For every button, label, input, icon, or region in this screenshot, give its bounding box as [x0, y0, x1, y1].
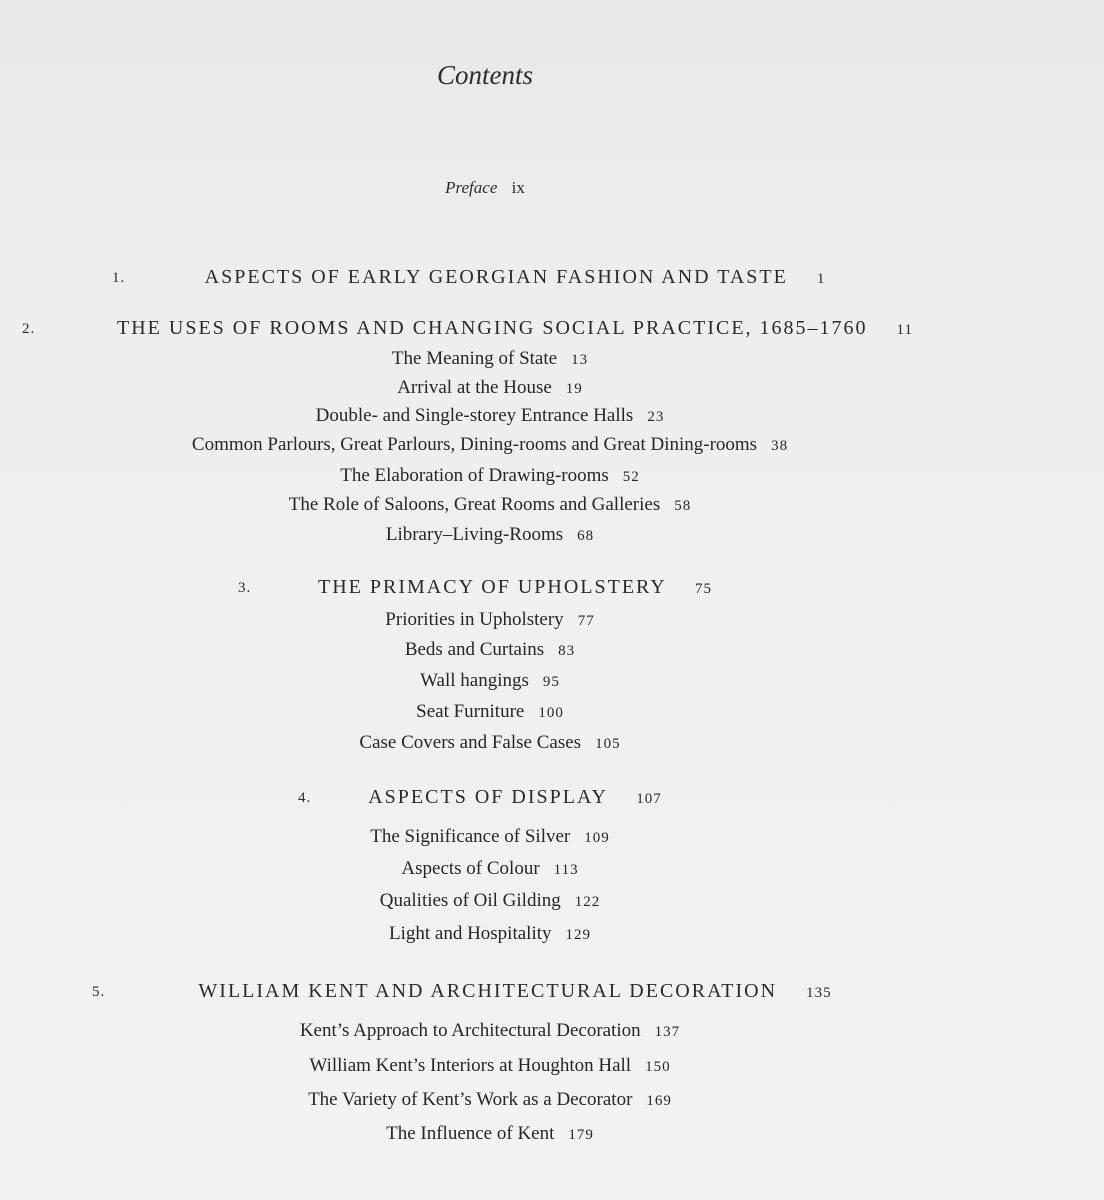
chapter-title: ASPECTS OF EARLY GEORGIAN FASHION AND TASTE: [204, 266, 788, 288]
preface-label: Preface: [445, 178, 498, 197]
section-title: Wall hangings: [420, 670, 529, 691]
page-title: Contents: [436, 60, 533, 90]
chapter-page: 11: [896, 322, 913, 338]
section-title: The Variety of Kent’s Work as a Decorator: [308, 1089, 633, 1110]
chapter-page: 135: [806, 985, 832, 1001]
chapter-number: 3.: [238, 580, 252, 596]
chapter-2: [0, 317, 970, 340]
section-page: 109: [584, 830, 610, 846]
section-entry: [0, 609, 980, 631]
chapter-number: 1.: [112, 270, 126, 286]
section-entry: [0, 1020, 980, 1042]
section-page: 38: [771, 438, 789, 454]
section-page: 179: [568, 1127, 594, 1143]
chapter-title: THE PRIMACY OF UPHOLSTERY: [318, 576, 666, 598]
section-entry: [0, 1123, 980, 1145]
section-title: Light and Hospitality: [388, 923, 552, 944]
chapter-number: 5.: [92, 984, 106, 1000]
section-page: 83: [558, 643, 576, 659]
section-title: The Influence of Kent: [386, 1123, 555, 1144]
chapter-title: ASPECTS OF DISPLAY: [368, 786, 608, 808]
section-title: Qualities of Oil Gilding: [379, 890, 561, 911]
chapter-1: [0, 266, 970, 289]
section-page: 137: [654, 1024, 681, 1040]
chapter-3: [0, 576, 970, 599]
section-page: 122: [574, 894, 601, 910]
chapter-5: [0, 980, 970, 1003]
section-entry: [0, 405, 980, 427]
section-title: Beds and Curtains: [404, 639, 545, 660]
section-page: 100: [538, 705, 564, 721]
section-title: The Significance of Silver: [370, 826, 571, 847]
section-entry: [0, 701, 980, 723]
section-title: Library–Living-Rooms: [385, 524, 564, 545]
section-entry: [0, 434, 980, 456]
section-title: Arrival at the House: [397, 377, 552, 398]
section-title: William Kent’s Interiors at Houghton Hall: [309, 1055, 632, 1076]
section-title: Kent’s Approach to Architectural Decoration: [299, 1020, 641, 1041]
section-title: The Role of Saloons, Great Rooms and Galleries: [288, 494, 661, 515]
section-entry: [0, 639, 980, 661]
section-page: 129: [565, 927, 592, 943]
section-page: 68: [577, 528, 595, 544]
chapter-title: THE USES OF ROOMS AND CHANGING SOCIAL PRACTICE, 1685–1760: [117, 317, 868, 339]
section-entry: [0, 377, 980, 399]
section-entry: [0, 1089, 980, 1111]
section-title: Aspects of Colour: [401, 858, 540, 879]
section-entry: [0, 858, 980, 880]
section-title: Case Covers and False Cases: [359, 732, 582, 753]
section-title: Priorities in Upholstery: [385, 609, 564, 630]
section-page: 77: [577, 613, 595, 629]
section-entry: [0, 826, 980, 848]
section-page: 52: [622, 469, 640, 485]
chapter-page: 1: [816, 271, 826, 287]
section-page: 169: [646, 1093, 672, 1109]
section-page: 58: [674, 498, 692, 514]
section-entry: [0, 732, 980, 754]
section-entry: [0, 494, 980, 516]
chapter-number: 4.: [298, 790, 312, 806]
section-entry: [0, 923, 980, 945]
section-page: 105: [595, 736, 621, 752]
preface-page: ix: [511, 178, 525, 197]
section-title: Seat Furniture: [416, 701, 525, 722]
chapter-title: WILLIAM KENT AND ARCHITECTURAL DECORATION: [198, 980, 778, 1002]
chapter-page: 75: [695, 581, 712, 597]
section-entry: [0, 670, 980, 692]
section-entry: [0, 524, 980, 546]
section-entry: [0, 348, 980, 370]
section-page: 19: [565, 381, 583, 397]
section-entry: [0, 890, 980, 912]
preface-entry: [0, 178, 970, 198]
section-title: Common Parlours, Great Parlours, Dining-rooms and Great Dining-rooms: [191, 434, 758, 455]
chapter-page: 107: [636, 791, 662, 807]
section-page: 95: [542, 674, 560, 690]
section-page: 113: [553, 862, 579, 878]
section-page: 23: [647, 409, 665, 425]
chapter-4: [0, 786, 970, 809]
section-title: The Elaboration of Drawing-rooms: [340, 465, 609, 486]
chapter-number: 2.: [22, 321, 36, 337]
section-page: 150: [645, 1059, 671, 1075]
section-entry: [0, 1055, 980, 1077]
section-entry: [0, 465, 980, 487]
section-title: Double- and Single-storey Entrance Halls: [315, 405, 634, 426]
section-title: The Meaning of State: [391, 348, 558, 369]
section-page: 13: [571, 352, 589, 368]
